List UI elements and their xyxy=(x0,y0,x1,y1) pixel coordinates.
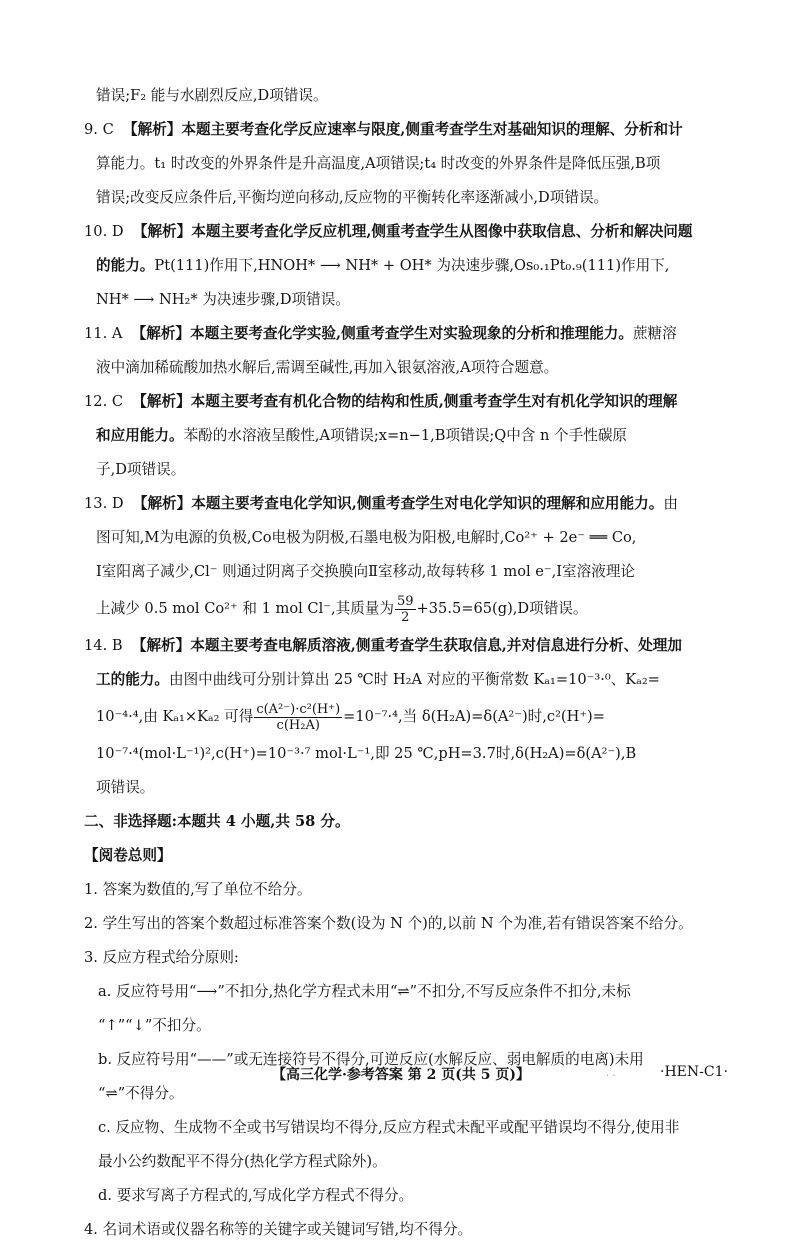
q13-fraction xyxy=(395,594,416,625)
q14-line4: 10⁻⁷·⁴(mol·L⁻¹)²,c(H⁺)=10⁻³·⁷ mol·L⁻¹,即 25 ℃,pH=3.7时,δ(H₂A)=δ(A²⁻),B xyxy=(96,745,637,762)
q14-line2-bold: 工的能力。 xyxy=(96,671,169,688)
q12-line3: 子,D项错误。 xyxy=(96,461,186,478)
rule-1: 1. 答案为数值的,写了单位不给分。 xyxy=(84,881,312,898)
rules-title: 【阅卷总则】 xyxy=(84,847,172,864)
answer-q13 xyxy=(84,487,758,629)
q10-analysis: 【解析】本题主要考查化学反应机理,侧重考查学生从图像中获取信息、分析和解决问题 xyxy=(132,223,693,240)
q14-number: 14. B xyxy=(84,637,123,654)
q13-line3: Ⅰ室阳离子减少,Cl⁻ 则通过阴离子交换膜向Ⅱ室移动,故每转移 1 mol e⁻,Ⅰ室溶液理论 xyxy=(96,563,636,580)
rule-3a-line2: “↑”“↓”不扣分。 xyxy=(98,1017,211,1034)
answer-q10 xyxy=(84,215,758,317)
footer-title: 【高三化学·参考答案 第 2 页(共 5 页)】 xyxy=(272,1067,530,1083)
q13-line2: 图可知,M为电源的负极,Co电极为阴极,石墨电极为阳极,电解时,Co²⁺ + 2e⁻ ══ Co, xyxy=(96,529,637,546)
q10-line2: Pt(111)作用下,HNOH* ⟶ NH* + OH* 为决速步骤,Os₀.₁Pt₀.₉(111)作用下, xyxy=(154,257,670,274)
rule-3c-line1: c. 反应物、生成物不全或书写错误均不得分,反应方程式未配平或配平错误均不得分,使用非 xyxy=(98,1119,680,1136)
q12-number: 12. C xyxy=(84,393,124,410)
q10-line3: NH* ⟶ NH₂* 为决速步骤,D项错误。 xyxy=(96,291,350,308)
q10-line2-bold: 的能力。 xyxy=(96,257,155,274)
q12-line2-bold: 和应用能力。 xyxy=(96,427,184,444)
q9-analysis: 【解析】本题主要考查化学反应速率与限度,侧重考查学生对基础知识的理解、分析和计 xyxy=(123,121,683,138)
q13-line1-tail: 由 xyxy=(663,495,678,512)
answer-q9 xyxy=(84,113,758,215)
q9-line3: 错误;改变反应条件后,平衡均逆向移动,反应物的平衡转化率逐渐减小,D项错误。 xyxy=(96,189,609,206)
footer-dots: . . xyxy=(606,1068,616,1079)
rule-3c-line2: 最小公约数配平不得分(热化学方程式除外)。 xyxy=(98,1153,387,1170)
q11-line1-tail: 蔗糖溶 xyxy=(632,325,677,342)
q14-analysis: 【解析】本题主要考查电解质溶液,侧重考查学生获取信息,并对信息进行分析、处理加 xyxy=(131,637,682,654)
rule-3d: d. 要求写离子方程式的,写成化学方程式不得分。 xyxy=(98,1187,414,1204)
answer-q11 xyxy=(84,317,758,385)
q12-line2: 苯酚的水溶液呈酸性,A项错误;x=n−1,B项错误;Q中含 n 个手性碳原 xyxy=(183,427,628,444)
q14-line3b: =10⁻⁷·⁴,当 δ(H₂A)=δ(A²⁻)时,c²(H⁺)= xyxy=(343,708,605,725)
q12-analysis: 【解析】本题主要考查有机化合物的结构和性质,侧重考查学生对有机化学知识的理解 xyxy=(132,393,678,410)
q9-line2: 算能力。t₁ 时改变的外界条件是升高温度,A项错误;t₄ 时改变的外界条件是降低压强,B项 xyxy=(96,155,661,172)
line-q8-tail: 错误;F₂ 能与水剧烈反应,D项错误。 xyxy=(96,87,328,104)
footer-code: ·HEN-C1· xyxy=(660,1064,728,1080)
rule-3b-line2: “⇌”不得分。 xyxy=(98,1085,184,1102)
q14-line2: 由图中曲线可分别计算出 25 ℃时 H₂A 对应的平衡常数 Kₐ₁=10⁻³·⁰、Kₐ₂= xyxy=(168,671,660,688)
q9-number: 9. C xyxy=(84,121,114,138)
q14-line5: 项错误。 xyxy=(96,779,155,796)
rule-4: 4. 名词术语或仪器名称等的关键字或关键词写错,均不得分。 xyxy=(84,1221,473,1238)
q13-line4b: +35.5=65(g),D项错误。 xyxy=(416,600,588,617)
rule-2: 2. 学生写出的答案个数超过标准答案个数(设为 N 个)的,以前 N 个为准,若有错误答案不给分。 xyxy=(84,915,693,932)
q14-fraction xyxy=(254,702,342,733)
answer-q12 xyxy=(84,385,758,487)
rule-3b-line1: b. 反应符号用“——”或无连接符号不得分,可逆反应(水解反应、弱电解质的电离)未用 xyxy=(98,1051,644,1068)
rule-3a-line1: a. 反应符号用“⟶”不扣分,热化学方程式未用“⇌”不扣分,不写反应条件不扣分,未标 xyxy=(98,983,631,1000)
grading-rules xyxy=(84,839,758,1247)
q10-number: 10. D xyxy=(84,223,124,240)
q14-frac-num: c(A²⁻)·c²(H⁺) xyxy=(256,701,341,717)
q11-analysis: 【解析】本题主要考查化学实验,侧重考查学生对实验现象的分析和推理能力。 xyxy=(131,325,633,342)
q14-line3a: 10⁻⁴·⁴,由 Kₐ₁×Kₐ₂ 可得 xyxy=(96,708,254,725)
q11-number: 11. A xyxy=(84,325,123,342)
q13-analysis: 【解析】本题主要考查电化学知识,侧重考查学生对电化学知识的理解和应用能力。 xyxy=(132,495,664,512)
answer-q14 xyxy=(84,629,758,805)
q13-line4a: 上减少 0.5 mol Co²⁺ 和 1 mol Cl⁻,其质量为 xyxy=(96,600,394,617)
section-heading: 二、非选择题:本题共 4 小题,共 58 分。 xyxy=(84,813,350,830)
q13-frac-den: 2 xyxy=(401,609,410,625)
q11-line2: 液中滴加稀硫酸加热水解后,需调至碱性,再加入银氨溶液,A项符合题意。 xyxy=(96,359,559,376)
q14-frac-den: c(H₂A) xyxy=(276,717,320,733)
rule-3: 3. 反应方程式给分原则: xyxy=(84,949,239,966)
q13-number: 13. D xyxy=(84,495,124,512)
q13-frac-num: 59 xyxy=(396,593,414,609)
